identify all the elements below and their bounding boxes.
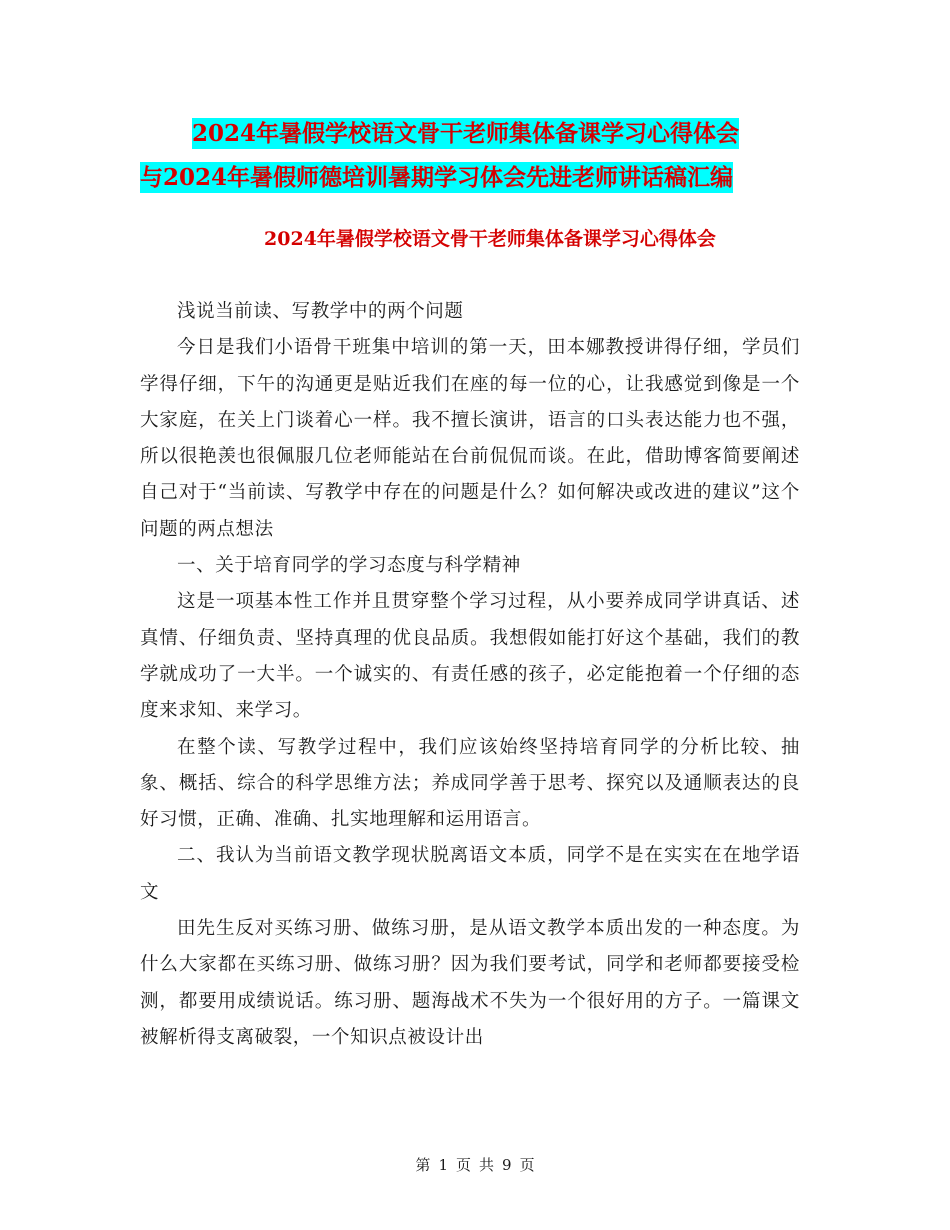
page-footer [0,1155,950,1175]
document-title-line-1 [140,112,840,156]
body-paragraph: 这是一项基本性工作并且贯穿整个学习过程，从小要养成同学讲真话、述真情、仔细负责、坚持真理的优良品质。我想假如能打好这个基础，我们的教学就成功了一大半。一个诚实的、有责任感的孩子，必定能抱着一个仔细的态度来求知、来学习。 [140,591,800,722]
title-highlight-2: 与2024年暑假师德培训暑期学习体会先进老师讲话稿汇编 [140,164,734,191]
title-highlight-1: 2024年暑假学校语文骨干老师集体备课学习心得体会 [192,120,740,147]
document-title-line-2 [140,156,840,200]
body-paragraph: 二、我认为当前语文教学现状脱离语文本质，同学不是在实实在在地学语文 [140,845,800,903]
body-paragraph: 田先生反对买练习册、做练习册，是从语文教学本质出发的一种态度。为什么大家都在买练习册、做练习册？因为我们要考试，同学和老师都要接受检测，都要用成绩说话。练习册、题海战术不失为一个很好用的方子。一篇课文被解析得支离破裂，一个知识点被设计出 [140,918,800,1048]
body-paragraph: 在整个读、写教学过程中，我们应该始终坚持培育同学的分析比较、抽象、概括、综合的科学思维方法；养成同学善于思考、探究以及通顺表达的良好习惯，正确、准确、扎实地理解和运用语言。 [140,736,800,831]
footer-prefix: 第 [415,1156,431,1174]
body-paragraph: 浅说当前读、写教学中的两个问题 [177,301,464,322]
body-paragraph: 一、关于培育同学的学习态度与科学精神 [177,555,521,577]
document-title [140,112,840,200]
footer-page-unit: 页 [455,1156,471,1174]
document-body [140,294,800,1056]
body-paragraph: 今日是我们小语骨干班集中培训的第一天，田本娜教授讲得仔细，学员们学得仔细，下午的沟通更是贴近我们在座的每一位的心，让我感觉到像是一个大家庭，在关上门谈着心一样。我不擅长演讲，语言的口头表达能力也不强，所以很艳羡也很佩服几位老师能站在台前侃侃而谈。在此，借助博客简要阐述自己对于“当前读、写教学中存在的问题是什么？如何解决或改进的建议”这个问题的两点想法 [140,337,800,540]
section-title: 2024年暑假学校语文骨干老师集体备课学习心得体会 [264,228,716,250]
footer-total-prefix: 共 [479,1156,495,1174]
footer-total-pages: 9 [502,1156,512,1174]
footer-page-number: 1 [438,1156,448,1174]
footer-total-unit: 页 [519,1156,535,1174]
